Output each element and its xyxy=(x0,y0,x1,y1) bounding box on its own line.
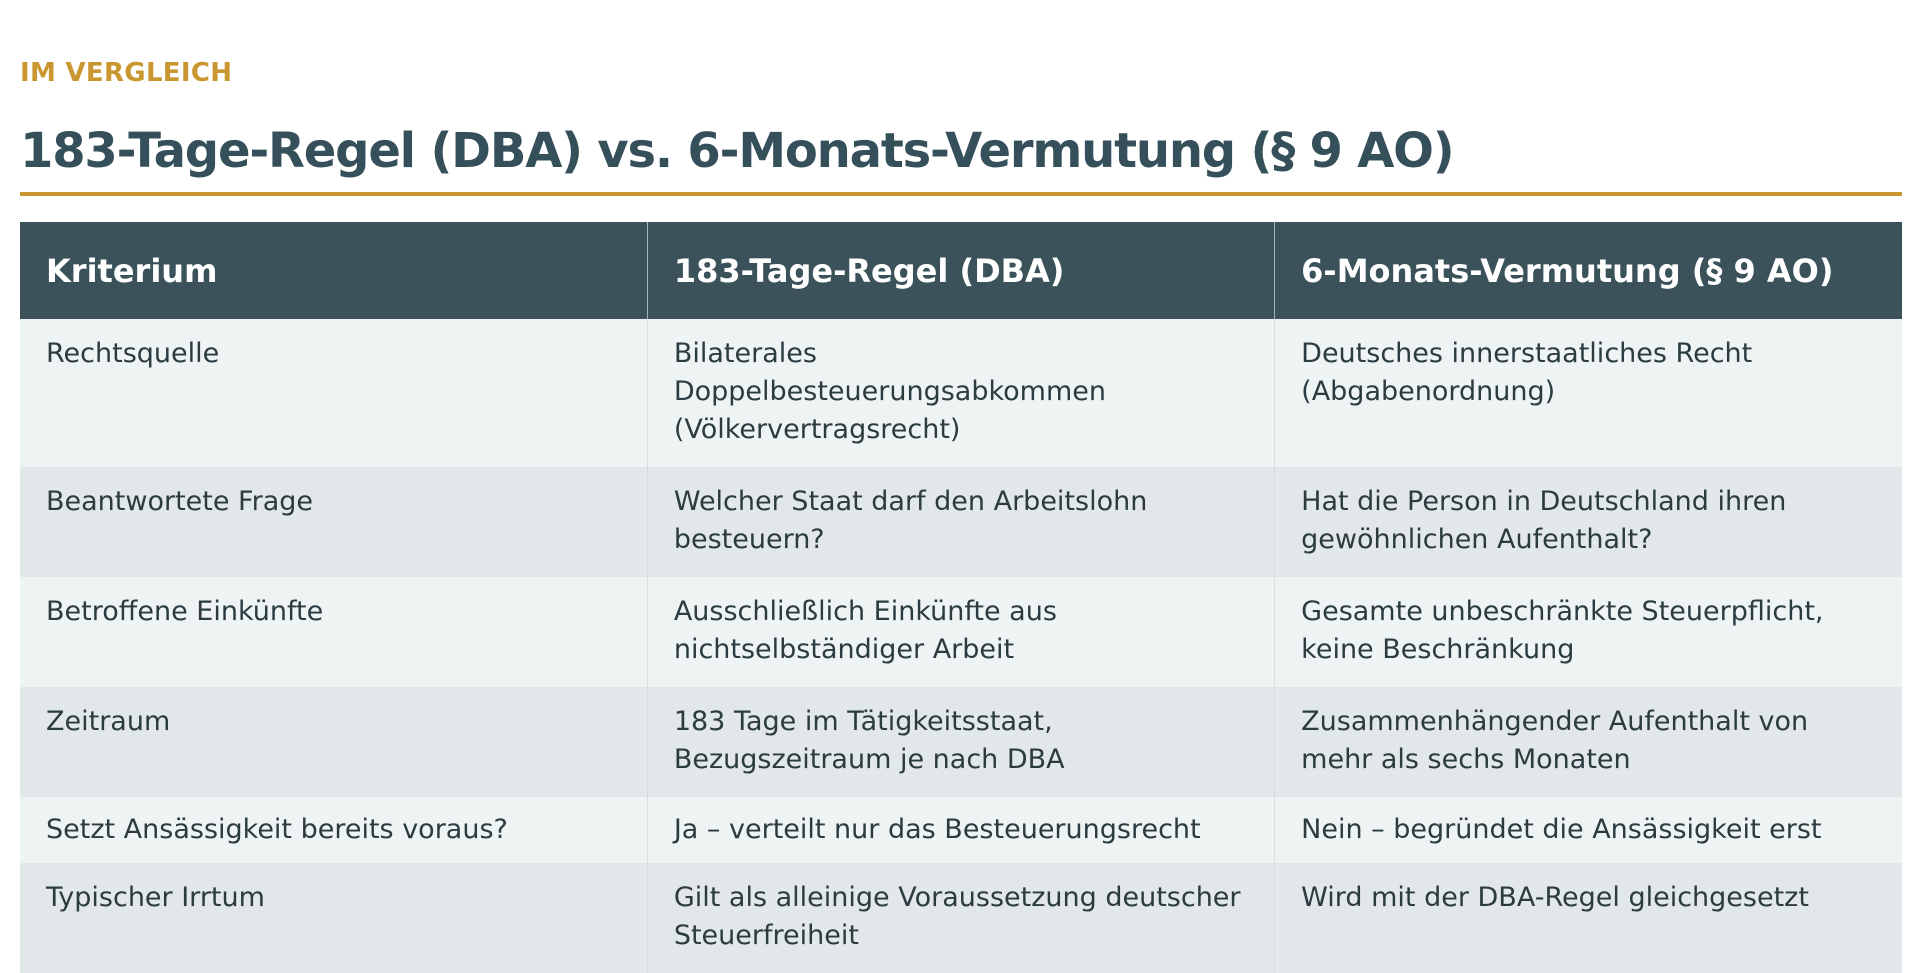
table-cell-ao: Gesamte unbeschränkte Steuerpflicht, keine Beschränkung xyxy=(1275,577,1902,687)
table-row xyxy=(20,687,1902,797)
table-cell-dba: Bilaterales Doppelbesteuerungsabkommen (Völkervertragsrecht) xyxy=(647,319,1274,467)
header-criterion: Kriterium xyxy=(20,222,647,319)
table-cell-criterion: Setzt Ansässigkeit bereits voraus? xyxy=(20,797,647,863)
table-cell-dba: Gilt als alleinige Voraussetzung deutscher Steuerfreiheit xyxy=(647,863,1274,973)
table-cell-ao: Nein – begründet die Ansässigkeit erst xyxy=(1275,797,1902,863)
header-183-day-rule: 183-Tage-Regel (DBA) xyxy=(647,222,1274,319)
table-cell-criterion: Beantwortete Frage xyxy=(20,467,647,577)
table-cell-ao: Deutsches innerstaatliches Recht (Abgabenordnung) xyxy=(1275,319,1902,467)
table-row xyxy=(20,797,1902,863)
table-cell-criterion: Rechtsquelle xyxy=(20,319,647,467)
table-cell-criterion: Typischer Irrtum xyxy=(20,863,647,973)
table-cell-ao: Hat die Person in Deutschland ihren gewöhnlichen Aufenthalt? xyxy=(1275,467,1902,577)
table-row xyxy=(20,577,1902,687)
table-cell-dba: Ja – verteilt nur das Besteuerungsrecht xyxy=(647,797,1274,863)
page-title: 183-Tage-Regel (DBA) vs. 6-Monats-Vermutung (§ 9 AO) xyxy=(20,123,1454,179)
table-cell-criterion: Zeitraum xyxy=(20,687,647,797)
table-cell-ao: Zusammenhängender Aufenthalt von mehr als sechs Monaten xyxy=(1275,687,1902,797)
section-eyebrow: IM VERGLEICH xyxy=(20,58,233,88)
comparison-table xyxy=(20,222,1902,973)
table-row xyxy=(20,319,1902,467)
table-row xyxy=(20,467,1902,577)
table-cell-criterion: Betroffene Einkünfte xyxy=(20,577,647,687)
header-6-month-presumption: 6-Monats-Vermutung (§ 9 AO) xyxy=(1275,222,1902,319)
table-cell-dba: Welcher Staat darf den Arbeitslohn besteuern? xyxy=(647,467,1274,577)
title-divider xyxy=(20,192,1902,196)
table-cell-dba: Ausschließlich Einkünfte aus nichtselbständiger Arbeit xyxy=(647,577,1274,687)
table-cell-ao: Wird mit der DBA-Regel gleichgesetzt xyxy=(1275,863,1902,973)
table-header-row xyxy=(20,222,1902,319)
table-row xyxy=(20,863,1902,973)
table-cell-dba: 183 Tage im Tätigkeitsstaat, Bezugszeitraum je nach DBA xyxy=(647,687,1274,797)
